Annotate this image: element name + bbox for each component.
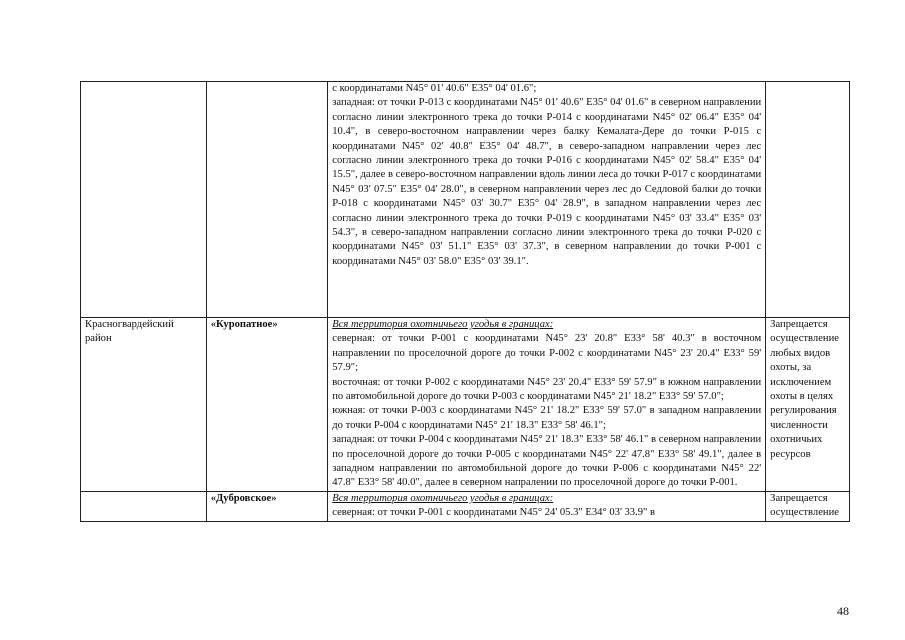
restriction-text: осуществление (770, 333, 839, 345)
restriction-cell (766, 318, 850, 492)
boundary-text: западная: от точки Р-013 с координатами N45° 01' 40.6" E35° 04' 01.6" в северном направлении согласно линии электронного трека до точки Р-014 с координатами N45° 02' 06.4" E35° 04' 10.4", в северо-восточном направлении через балку Кемалата-Дере до точки Р-015 с координатами N45° 02' 40.8" E35° 04' 48.7", в северо-западном направлении через лес согласно линии электронного трека до точки Р-016 с координатами N45° 02' 58.4" E35° 04' 15.5", далее в северо-восточном направлении вдоль линии леса до точки Р-017 с координатами N45° 03' 07.5" E35° 04' 28.0", в северном направлении через лес до Седловой балки до точки Р-018 с координатами N45° 03' 30.7" E35° 04' 28.9", в западном направлении через лес согласно линии электронного трека до точки Р-019 с координатами N45° 03' 33.4" E35° 03' 54.3", в северо-западном направлении согласно линии электронного трека до точки Р-020 с координатами N45° 03' 51.1" E35° 03' 37.3", в северном направлении до точки Р-001 с координатами N45° 03' 58.0" E35° 03' 39.1". (332, 97, 762, 267)
boundary-description-cell (328, 491, 766, 521)
boundary-description-cell (328, 318, 766, 492)
restriction-text: Запрещается (770, 492, 828, 504)
restriction-text: любых видов (770, 347, 831, 359)
restriction-cell (766, 82, 850, 318)
boundary-description-cell (328, 82, 766, 318)
boundary-text: западная: от точки Р-004 с координатами N45° 21' 18.3" E33° 58' 46.1" в северном направлении по проселочной дороге до точки Р-005 с координатами N45° 22' 47.8" E33° 58' 49.1", далее в западном направлении по автомобильной дороге до точки Р-006 с координатами N45° 22' 47.8" E33° 58' 40.0", далее в северном напралении по проселочной дороге до точки Р-001. (332, 434, 762, 489)
boundary-text: южная: от точки Р-003 с координатами N45° 21' 18.2" E33° 59' 57.0" в западном направлении до точки Р-004 с координатами N45° 21' 18.3" E33° 58' 46.1"; (332, 405, 762, 431)
restriction-text: охоты в целях (770, 391, 834, 403)
boundary-text: с координатами N45° 01' 40.6" E35° 04' 01.6"; (332, 83, 537, 94)
restriction-text: охотничьих (770, 434, 823, 446)
ground-name-cell: «Дубровское» (206, 491, 328, 521)
restriction-cell (766, 491, 850, 521)
boundary-heading: Вся территория охотничьего угодья в границах: (332, 492, 554, 504)
restriction-text: осуществление (770, 507, 839, 519)
boundary-text: восточная: от точки Р-002 с координатами N45° 23' 20.4" E33° 59' 57.9" в южном направлении по автомобильной дороге до точки Р-003 с координатами N45° 21' 18.2" E33° 59' 57.0"; (332, 376, 762, 403)
page-number: 48 (837, 604, 849, 618)
table-row (81, 318, 850, 492)
restriction-text: охоты, за (770, 362, 812, 374)
district-cell (81, 82, 207, 318)
ground-name-cell: «Куропатное» (206, 318, 328, 492)
table-row (81, 491, 850, 521)
table-row (81, 82, 850, 318)
boundary-heading: Вся территория охотничьего угодья в границах: (332, 319, 554, 330)
restriction-text: исключением (770, 376, 832, 388)
restriction-text: Запрещается (770, 319, 828, 330)
boundary-text: северная: от точки Р-001 с координатами N45° 24' 05.3" E34° 03' 33.9" в (332, 507, 656, 519)
ground-name-cell (206, 82, 328, 318)
restriction-text: ресурсов (770, 448, 811, 460)
district-cell: Красногвардейский район (81, 318, 207, 492)
hunting-grounds-table (80, 81, 850, 522)
restriction-text: численности (770, 419, 828, 431)
district-cell (81, 491, 207, 521)
boundary-text: северная: от точки Р-001 с координатами N45° 23' 20.8" E33° 58' 40.3" в восточном направлении по проселочной дороге до точки Р-002 с координатами N45° 23' 20.4" E33° 59' 57.9"; (332, 333, 762, 374)
restriction-text: регулирования (770, 405, 837, 417)
